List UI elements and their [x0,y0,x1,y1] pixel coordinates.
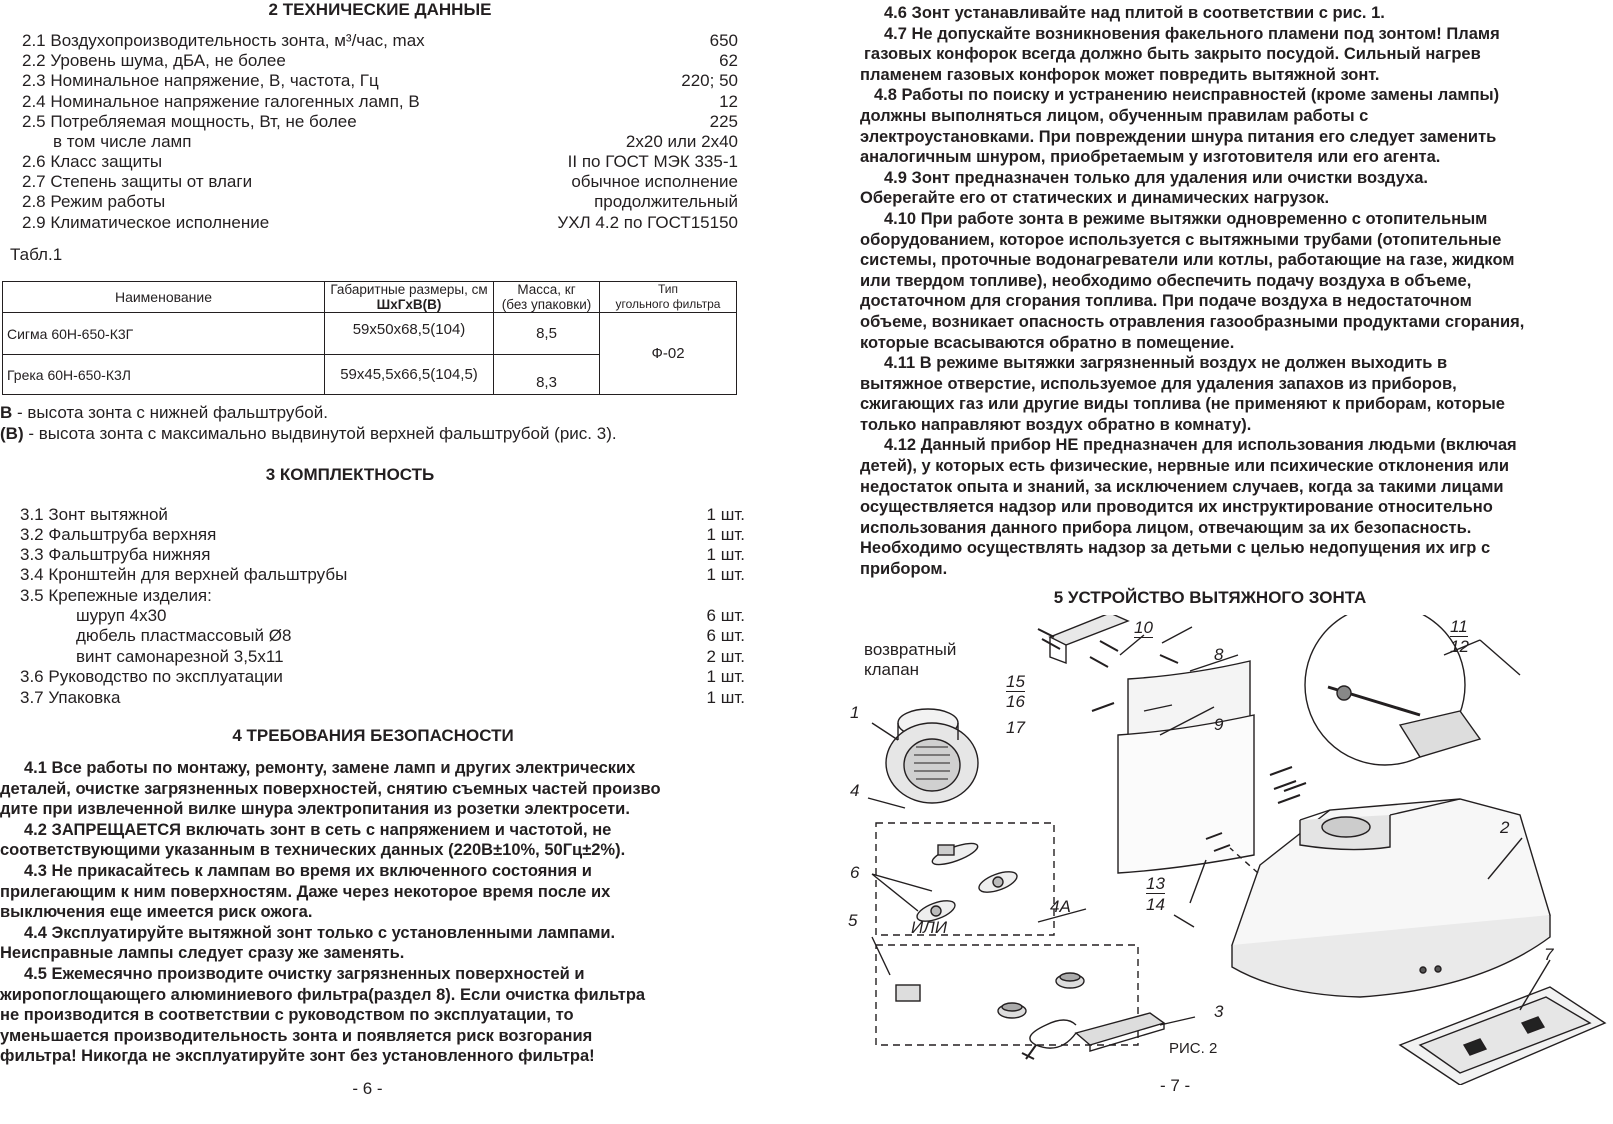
hood-exploded-diagram [860,615,1613,1085]
header-mass: Масса, кг (без упаковки) [494,282,600,313]
spec-row: 2.2 Уровень шума, дБА, не более 62 [22,51,738,70]
part-number-3: 3 [1214,1002,1224,1021]
fan-motor-drawing [886,709,978,803]
part-number-10: 10 [1134,618,1153,637]
spec-row: 2.5 Потребляемая мощность, Вт, не более 225 [22,112,738,131]
tech-heading: 2 ТЕХНИЧЕСКИЕ ДАННЫЕ [268,0,492,19]
spec-table [2,281,737,395]
spec-row: 2.4 Номинальное напряжение галогенных ламп, В 12 [22,92,738,111]
part-number-1: 1 [850,703,860,722]
kit-row: 3.5 Крепежные изделия: [20,586,212,605]
valve-label: возвратный клапан [864,640,957,679]
part-number-6: 6 [850,863,860,882]
spec-row: 2.9 Климатическое исполнение УХЛ 4.2 по ГОСТ15150 [22,213,738,232]
part-number-11: 11 [1450,617,1468,636]
spec-row: 2.7 Степень защиты от влаги обычное исполнение [22,172,738,191]
header-name: Наименование [3,282,325,313]
part-number-2: 2 [1500,818,1510,837]
kit-row: 3.4 Кронштейн для верхней фальштрубы 1 шт. [20,565,745,584]
spec-row: 2.3 Номинальное напряжение, В, частота, Гц 220; 50 [22,71,738,90]
right-page [848,0,1613,1124]
kit-row: 3.3 Фальштруба нижняя 1 шт. [20,545,745,564]
part-number-4: 4 [850,781,860,800]
spec-row: 2.1 Воздухопроизводительность зонта, м³/час, max 650 [22,31,738,50]
figure-caption: РИС. 2 [1169,1040,1218,1057]
part-number-12: 12 [1450,637,1469,656]
part-number-14: 14 [1146,895,1165,914]
spec-row: 2.6 Класс защиты II по ГОСТ МЭК 335-1 [22,152,738,171]
header-filter: Тип угольного фильтра [600,282,737,313]
figure-2 [848,615,1613,1085]
part-number-4a: 4А [1050,897,1071,916]
kit-heading: 3 КОМПЛЕКТНОСТЬ [265,465,435,484]
table-row: Сигма 60Н-650-К3Г 59x50x68,5(104) 8,5 Ф-02 [3,313,737,355]
table-row: Грека 60Н-650-К3Л 59x45,5x66,5(104,5) 8,3 [3,355,737,395]
part-number-13: 13 [1146,874,1165,893]
part-number-7: 7 [1544,945,1554,964]
table-header-row [3,282,737,313]
part-number-15: 15 [1006,672,1025,691]
part-number-16: 16 [1006,692,1025,711]
kit-row: 3.7 Упаковка 1 шт. [20,688,745,707]
kit-row: 3.2 Фальштруба верхняя 1 шт. [20,525,745,544]
note-line: В - высота зонта с нижней фальштрубой. [0,403,328,422]
filter-cell: Ф-02 [600,313,737,395]
table-caption: Табл.1 [10,245,63,264]
header-dims: Габаритные размеры, см ШхГхВ(В) [325,282,494,313]
part-number-8: 8 [1214,645,1224,664]
spec-row: в том числе ламп 2x20 или 2x40 [53,132,738,151]
safety-heading: 4 ТРЕБОВАНИЯ БЕЗОПАСНОСТИ [232,726,514,745]
page-number: - 7 - [1160,1076,1191,1095]
safety-text: 4.1 Все работы по монтажу, ремонту, замене ламп и других электрических деталей, очистке загрязненных поверхностей, снятию съемных частей произво дите при извлеченной вилке шнура электропитания из розетки электросети. 4.2 ЗАПРЕЩАЕТСЯ включать зонт в сеть с напряжением и частотой, не соответствующими указанным в технических данных (220В±10%, 50Гц±2%). 4.3 Не прикасайтесь к лампам во время их включенного состояния и прилегающим к ним поверхностям. Даже через некоторое время после их выключения еще имеется риск ожога. 4.4 Эксплуатируйте вытяжной зонт только с установленными лампами. Неисправные лампы следует сразу же заменять. 4.5 Ежемесячно производите очистку загрязненных поверхностей и жиропоглощающего алюминиевого фильтра(раздел 8). Если очистка фильтра не производится в соответствии с руководством по эксплуатации, то уменьшается производительность зонта и появляется риск возгорания фильтра! Никогда не эксплуатируйте зонт без установленного фильтра! [0,759,661,1066]
safety-text-continued: 4.6 Зонт устанавливайте над плитой в соответствии с рис. 1. 4.7 Не допускайте возникновения факельного пламени под зонтом! Пламя газовых конфорок всегда должно быть закрыто посудой. Сильный нагрев пламенем газовых конфорок может повредить вытяжной зонт. 4.8 Работы по поиску и устранению неисправностей (кроме замены лампы) должны выполняться лицом, обученным правилам работы с электроустановками. При повреждении шнура питания его следует заменить аналогичным шнуром, приобретаемым у изготовителя или его агента. 4.9 Зонт предназначен только для удаления или очистки воздуха. Оберегайте его от статических и динамических нагрузок. 4.10 При работе зонта в режиме вытяжки одновременно с отопительным оборудованием, которое используется с вытяжными трубами (отопительные системы, проточные водонагреватели или котлы, работающие на газе, жидком или твердом топливе), необходимо обеспечить подачу воздуха в объеме, достаточном для сгорания топлива. При подаче воздуха в недостаточном объеме, возникает опасность отравления газообразными продуктами сгорания, которые всасываются обратно в помещение. 4.11 В режиме вытяжки загрязненный воздух не должен выходить в вытяжное отверстие, используемое для удаления запахов из приборов, сжигающих газ или другие виды топлива (не применяют к приборам, которые только направляют воздух обратно в комнату). 4.12 Данный прибор НЕ предназначен для использования людьми (включая детей), у которых есть физические, нервные или психические отклонения или недостаток опыта и знаний, за исключением случаев, когда за такими лицами осуществляется надзор или проводится их инструктирование относительно использования данного прибора лицом, отвечающим за их безопасность. Необходимо осуществлять надзор за детьми с целью недопущения их игр с прибором. [860,4,1525,579]
spec-row: 2.8 Режим работы продолжительный [22,192,738,211]
or-label: ИЛИ [911,918,947,937]
left-page [0,0,760,1124]
kit-row: шуруп 4x30 6 шт. [76,606,745,625]
device-heading: 5 УСТРОЙСТВО ВЫТЯЖНОГО ЗОНТА [1053,588,1367,607]
page-number: - 6 - [352,1079,383,1098]
kit-row: 3.1 Зонт вытяжной 1 шт. [20,505,745,524]
part-number-9: 9 [1214,715,1224,734]
note-line: (В) - высота зонта с максимально выдвинутой верхней фальштрубой (рис. 3). [0,424,617,443]
kit-row: дюбель пластмассовый Ø8 6 шт. [76,626,745,645]
kit-row: винт самонарезной 3,5x11 2 шт. [76,647,745,666]
part-number-17: 17 [1006,718,1025,737]
part-number-5: 5 [848,911,858,930]
kit-row: 3.6 Руководство по эксплуатации 1 шт. [20,667,745,686]
